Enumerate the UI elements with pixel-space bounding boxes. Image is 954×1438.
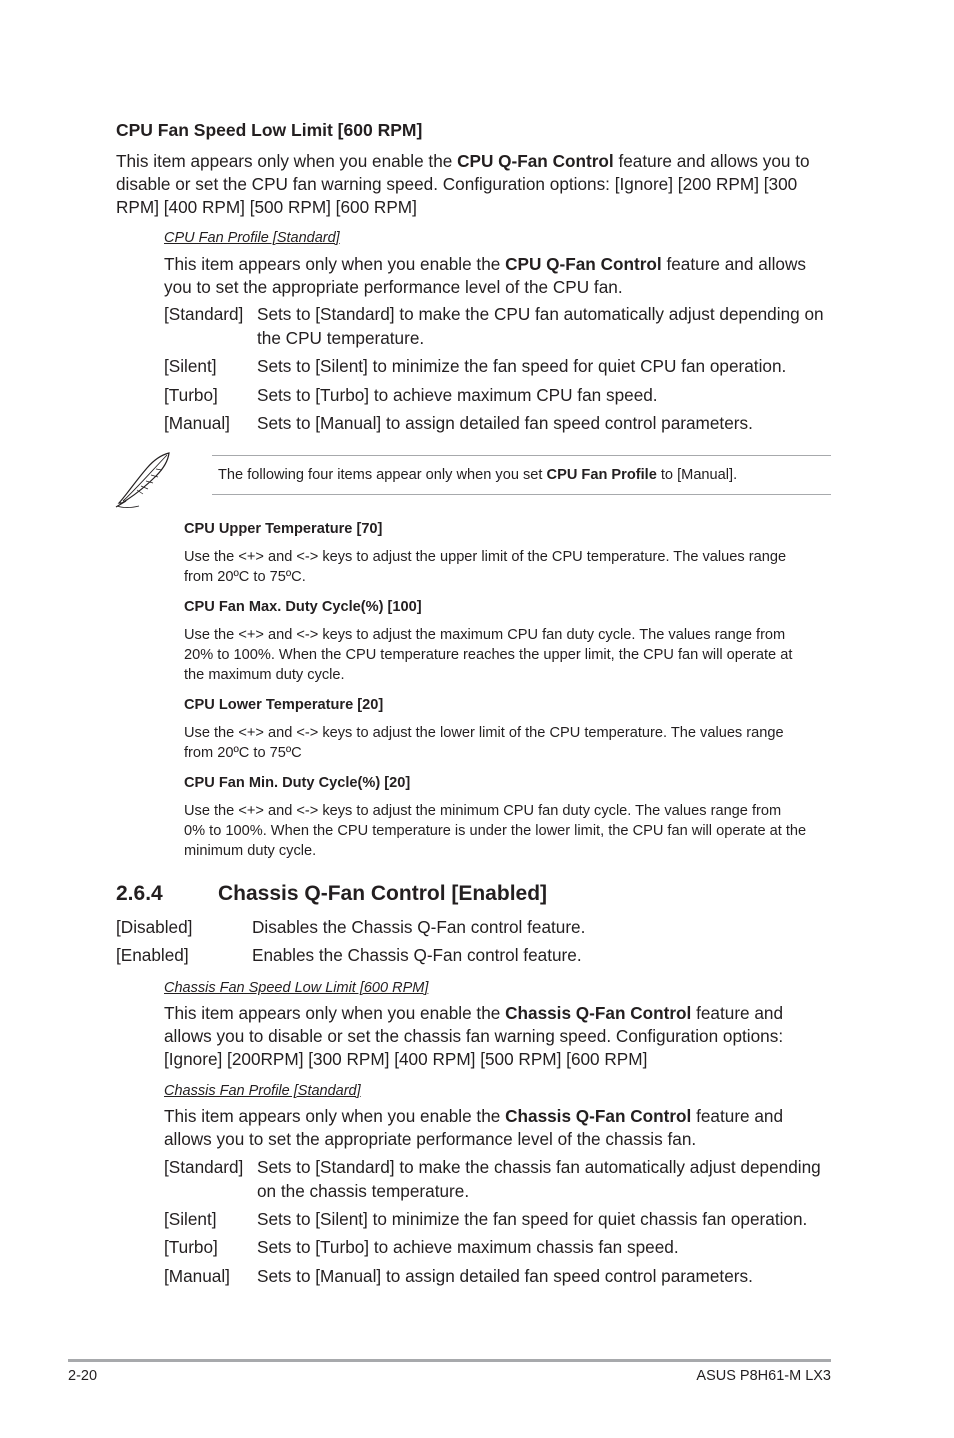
- text: feature and allows you to: [613, 151, 810, 171]
- paragraph-line: you to set the appropriate performance level of the CPU fan.: [164, 277, 623, 297]
- note-text: [218, 467, 737, 483]
- chassis-option-row-standard: [164, 1155, 844, 1203]
- option-key: [Standard]: [164, 1157, 244, 1177]
- text: feature and: [691, 1003, 784, 1023]
- cpu-fan-speed-paragraph: [116, 150, 810, 219]
- desc-line: from 20ºC to 75ºC: [184, 745, 302, 761]
- text: The following four items appear only when you set: [218, 467, 547, 483]
- bold-text: Chassis Q-Fan Control: [505, 1003, 692, 1023]
- text: feature and: [691, 1106, 784, 1126]
- note-bottom-rule: [212, 494, 831, 495]
- option-key: [Manual]: [164, 1266, 230, 1286]
- desc-line: the maximum duty cycle.: [184, 667, 345, 683]
- option-desc: Sets to [Turbo] to achieve maximum chassis fan speed.: [257, 1237, 679, 1257]
- item-desc-upper-temp: [184, 547, 786, 587]
- desc-line: minimum duty cycle.: [184, 843, 317, 859]
- bold-text: Chassis Q-Fan Control: [505, 1106, 692, 1126]
- desc-line: Sets to [Standard] to make the CPU fan automatically adjust depending on: [257, 304, 824, 324]
- desc-line: on the chassis temperature.: [257, 1181, 470, 1201]
- desc-line: 0% to 100%. When the CPU temperature is under the lower limit, the CPU fan will operate at the: [184, 823, 807, 839]
- desc-line: the CPU temperature.: [257, 328, 425, 348]
- option-desc: Sets to [Silent] to minimize the fan speed for quiet CPU fan operation.: [257, 356, 787, 376]
- section-number: 2.6.4: [116, 882, 163, 905]
- option-key: [Silent]: [164, 356, 217, 376]
- section-title: Chassis Q-Fan Control [Enabled]: [218, 882, 548, 905]
- option-row-enabled: [116, 943, 816, 967]
- option-desc: Disables the Chassis Q-Fan control feature.: [252, 917, 586, 937]
- option-desc: Sets to [Turbo] to achieve maximum CPU fan speed.: [257, 385, 658, 405]
- option-row-silent: [164, 354, 844, 378]
- item-desc-lower-temp: [184, 723, 784, 763]
- option-desc: [257, 302, 824, 350]
- item-heading-upper-temp: CPU Upper Temperature [70]: [184, 521, 383, 537]
- product-name: ASUS P8H61-M LX3: [696, 1368, 831, 1384]
- desc-line: Use the <+> and <-> keys to adjust the minimum CPU fan duty cycle. The values range from: [184, 803, 782, 819]
- item-heading-max-duty: CPU Fan Max. Duty Cycle(%) [100]: [184, 599, 422, 615]
- text: This item appears only when you enable the: [116, 151, 458, 171]
- option-row-turbo: [164, 383, 844, 407]
- chassis-option-row-manual: [164, 1264, 844, 1288]
- desc-line: 20% to 100%. When the CPU temperature reaches the upper limit, the CPU fan will operate at: [184, 647, 793, 663]
- chassis-option-row-silent: [164, 1207, 844, 1231]
- option-row-disabled: [116, 915, 816, 939]
- item-desc-max-duty: [184, 625, 792, 685]
- text: to [Manual].: [656, 467, 738, 483]
- item-heading-lower-temp: CPU Lower Temperature [20]: [184, 697, 384, 713]
- desc-line: Use the <+> and <-> keys to adjust the upper limit of the CPU temperature. The values range: [184, 549, 787, 565]
- option-row-standard: [164, 302, 844, 350]
- page-number: 2-20: [68, 1368, 98, 1384]
- item-heading-min-duty: CPU Fan Min. Duty Cycle(%) [20]: [184, 775, 411, 791]
- option-desc: [257, 1155, 821, 1203]
- paragraph-line: [164, 253, 806, 276]
- desc-line: from 20ºC to 75ºC.: [184, 569, 306, 585]
- option-row-manual: [164, 411, 844, 435]
- chassis-option-row-turbo: [164, 1235, 844, 1259]
- cpu-fan-profile-paragraph: [164, 253, 806, 299]
- option-key: [Manual]: [164, 413, 230, 433]
- cpu-fan-profile-subheading: CPU Fan Profile [Standard]: [164, 230, 340, 246]
- desc-line: Use the <+> and <-> keys to adjust the maximum CPU fan duty cycle. The values range from: [184, 627, 786, 643]
- option-key: [Turbo]: [164, 385, 218, 405]
- text: This item appears only when you enable the: [164, 1003, 506, 1023]
- bold-text: CPU Q-Fan Control: [457, 151, 614, 171]
- paragraph-line: [Ignore] [200RPM] [300 RPM] [400 RPM] [500 RPM] [600 RPM]: [164, 1049, 648, 1069]
- chassis-fan-profile-subheading: Chassis Fan Profile [Standard]: [164, 1083, 361, 1099]
- option-desc: Enables the Chassis Q-Fan control feature.: [252, 945, 582, 965]
- paragraph-line: disable or set the CPU fan warning speed. Configuration options: [Ignore] [200 RPM] [300: [116, 174, 798, 194]
- chassis-fan-speed-subheading: Chassis Fan Speed Low Limit [600 RPM]: [164, 980, 429, 996]
- text: This item appears only when you enable the: [164, 254, 506, 274]
- chassis-fan-profile-paragraph: [164, 1105, 783, 1151]
- desc-line: Sets to [Standard] to make the chassis fan automatically adjust depending: [257, 1157, 821, 1177]
- paragraph-line: RPM] [400 RPM] [500 RPM] [600 RPM]: [116, 197, 417, 217]
- item-desc-min-duty: [184, 801, 806, 861]
- option-key: [Silent]: [164, 1209, 217, 1229]
- option-key: [Disabled]: [116, 917, 193, 937]
- bold-text: CPU Fan Profile: [546, 467, 657, 483]
- footer-rule: [68, 1359, 831, 1362]
- paragraph-line: [164, 1002, 783, 1025]
- chassis-fan-speed-paragraph: [164, 1002, 783, 1071]
- cpu-fan-speed-heading: CPU Fan Speed Low Limit [600 RPM]: [116, 120, 423, 140]
- text: This item appears only when you enable the: [164, 1106, 506, 1126]
- paragraph-line: [116, 150, 810, 173]
- option-desc: Sets to [Manual] to assign detailed fan speed control parameters.: [257, 1266, 753, 1286]
- paragraph-line: allows you to disable or set the chassis fan warning speed. Configuration options:: [164, 1026, 784, 1046]
- bold-text: CPU Q-Fan Control: [505, 254, 662, 274]
- option-desc: Sets to [Silent] to minimize the fan speed for quiet chassis fan operation.: [257, 1209, 808, 1229]
- option-key: [Turbo]: [164, 1237, 218, 1257]
- paragraph-line: [164, 1105, 783, 1128]
- option-desc: Sets to [Manual] to assign detailed fan speed control parameters.: [257, 413, 753, 433]
- option-key: [Standard]: [164, 304, 244, 324]
- paragraph-line: allows you to set the appropriate performance level of the chassis fan.: [164, 1129, 697, 1149]
- option-key: [Enabled]: [116, 945, 189, 965]
- note-top-rule: [212, 455, 831, 456]
- text: feature and allows: [661, 254, 806, 274]
- pen-note-icon: [113, 450, 173, 510]
- desc-line: Use the <+> and <-> keys to adjust the lower limit of the CPU temperature. The values range: [184, 725, 784, 741]
